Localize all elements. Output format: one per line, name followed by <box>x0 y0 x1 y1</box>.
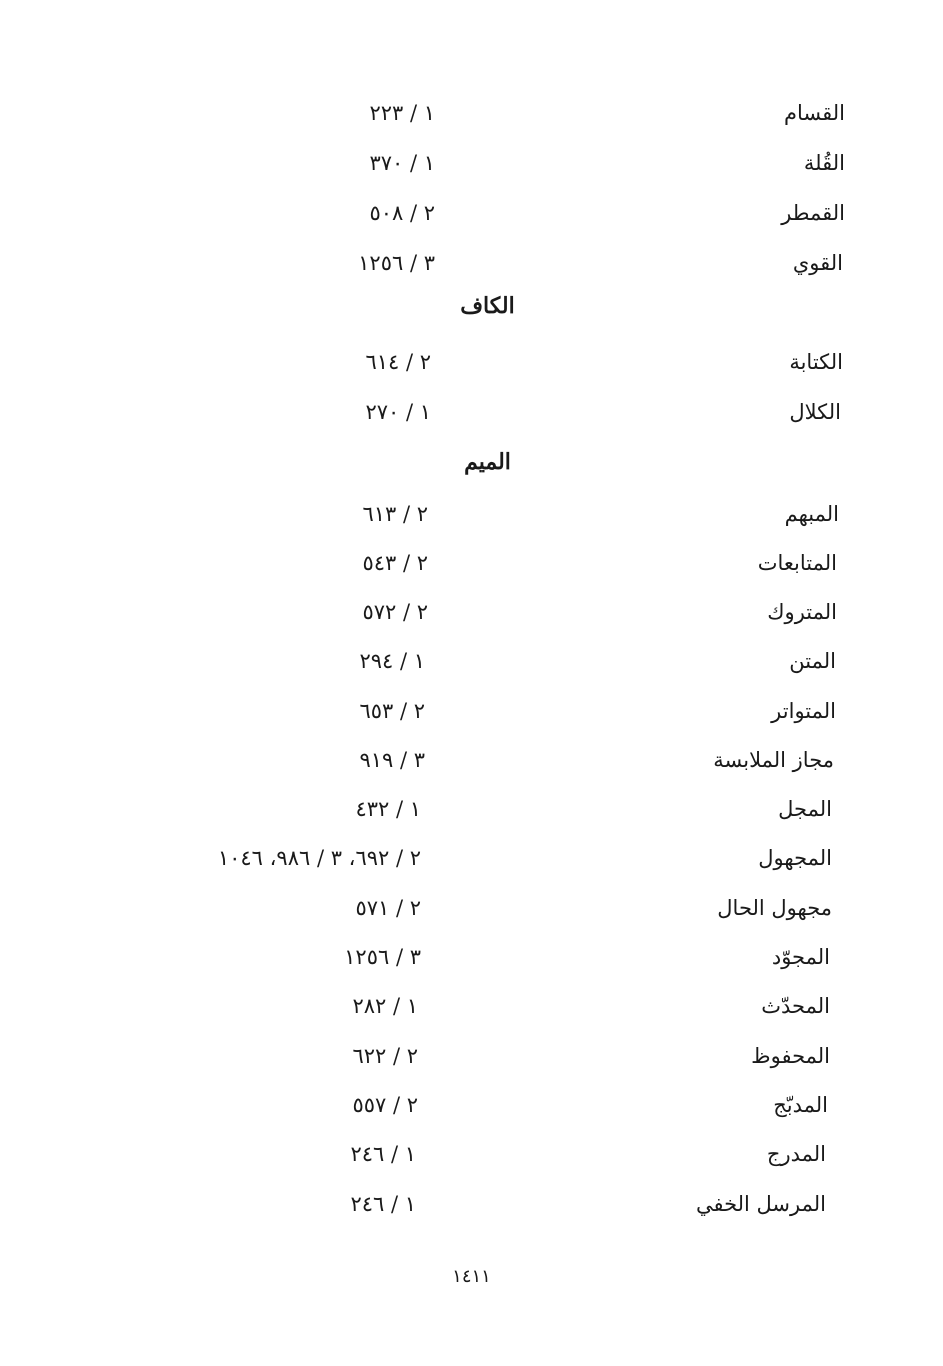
entry-term: مجهول الحال <box>717 896 832 920</box>
entry-reference: ٢ / ٦٢٢ <box>352 1044 418 1068</box>
index-entry <box>0 691 943 731</box>
entry-reference: ٢ / ٥٥٧ <box>352 1093 418 1117</box>
index-entry <box>0 937 943 977</box>
entry-term: المجهول <box>758 846 832 870</box>
entry-reference: ٢ / ٥٧٢ <box>362 600 428 624</box>
entry-reference: ٢ / ٦١٣ <box>362 502 428 526</box>
index-entry <box>0 342 943 382</box>
entry-term: المتابعات <box>757 551 837 575</box>
section-heading-kaf: الكاف <box>460 293 515 319</box>
index-entry <box>0 193 943 233</box>
entry-reference: ٣ / ٩١٩ <box>359 748 425 772</box>
index-entry <box>0 1036 943 1076</box>
index-entry <box>0 93 943 133</box>
entry-term: المتن <box>789 649 836 673</box>
index-entry <box>0 740 943 780</box>
entry-reference: ١ / ٢٨٢ <box>352 994 418 1018</box>
entry-term: المدبّج <box>773 1093 828 1117</box>
index-entry <box>0 494 943 534</box>
entry-reference: ١ / ٢٧٠ <box>365 400 431 424</box>
entry-reference: ١ / ٢٢٣ <box>369 101 435 125</box>
entry-reference: ٣ / ١٢٥٦ <box>358 251 435 275</box>
entry-reference: ٢ / ٦٥٣ <box>359 699 425 723</box>
entry-term: مجاز الملابسة <box>713 748 834 772</box>
index-entry <box>0 789 943 829</box>
entry-reference: ١ / ٢٤٦ <box>350 1192 416 1216</box>
index-entry <box>0 543 943 583</box>
entry-reference: ١ / ٣٧٠ <box>369 151 435 175</box>
index-entry <box>0 1184 943 1224</box>
entry-term: القمطر <box>781 201 845 225</box>
entry-term: الكتابة <box>789 350 843 374</box>
index-entry <box>0 243 943 283</box>
index-entry <box>0 838 943 878</box>
index-entry <box>0 1085 943 1125</box>
index-entry <box>0 592 943 632</box>
entry-term: القُلة <box>803 151 845 175</box>
entry-term: المحفوظ <box>751 1044 830 1068</box>
index-entry <box>0 641 943 681</box>
entry-reference: ٢ / ٥٤٣ <box>362 551 428 575</box>
entry-reference: ٢ / ٦٩٢، ٣ / ٩٨٦، ١٠٤٦ <box>217 846 421 870</box>
entry-term: المبهم <box>784 502 839 526</box>
index-entry <box>0 986 943 1026</box>
entry-reference: ١ / ٤٣٢ <box>355 797 421 821</box>
entry-reference: ٢ / ٥٧١ <box>355 896 421 920</box>
index-entry <box>0 392 943 432</box>
entry-term: المحدّث <box>761 994 830 1018</box>
entry-term: المجوّد <box>771 945 830 969</box>
entry-reference: ٢ / ٥٠٨ <box>369 201 435 225</box>
entry-reference: ١ / ٢٩٤ <box>359 649 425 673</box>
section-heading-mim: الميم <box>464 449 511 475</box>
entry-term: المتروك <box>767 600 837 624</box>
entry-term: الكلال <box>789 400 841 424</box>
entry-reference: ٣ / ١٢٥٦ <box>344 945 421 969</box>
index-entry <box>0 1134 943 1174</box>
entry-reference: ٢ / ٦١٤ <box>365 350 431 374</box>
entry-term: القسام <box>784 101 845 125</box>
index-entry <box>0 888 943 928</box>
entry-term: المرسل الخفي <box>695 1192 826 1216</box>
index-entry <box>0 143 943 183</box>
entry-reference: ١ / ٢٤٦ <box>350 1142 416 1166</box>
page-number: ١٤١١ <box>452 1266 491 1287</box>
entry-term: القوي <box>792 251 843 275</box>
entry-term: المتواتر <box>771 699 836 723</box>
entry-term: المدرج <box>766 1142 826 1166</box>
entry-term: المجل <box>778 797 832 821</box>
